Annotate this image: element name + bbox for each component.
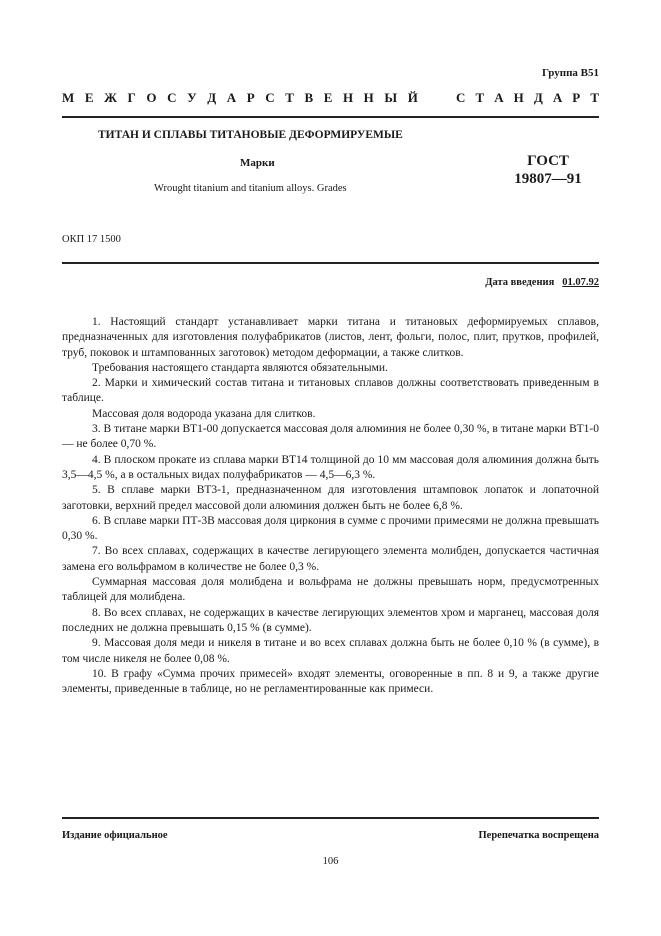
banner-word-interstate: М Е Ж Г О С У Д А Р С Т В Е Н Н Ы Й <box>62 90 418 105</box>
group-code: Группа В51 <box>541 67 599 79</box>
header-divider <box>62 116 599 118</box>
paragraph: 2. Марки и химический состав титана и титановых сплавов должны соответствовать приведенным в таблице. <box>62 377 599 405</box>
page-number: 106 <box>322 856 339 867</box>
document-body <box>62 315 599 697</box>
gost-number: 19807—91 <box>514 171 582 187</box>
gost-designation <box>505 152 591 188</box>
paragraph: Массовая доля водорода указана для слитков. <box>92 407 316 420</box>
reprint-prohibited-note: Перепечатка воспрещена <box>478 830 599 841</box>
paragraph: 3. В титане марки ВТ1-00 допускается массовая доля алюминия не более 0,30 %, в титане марки ВТ1-0 — не более 0,70 %. <box>62 423 599 451</box>
effective-date <box>485 277 599 288</box>
paragraph: 1. Настоящий стандарт устанавливает марки титана и титановых деформируемых сплавов, предназначенных для изготовления полуфабрикатов (листов, лент, фольги, полос, плит, прутков, профилей, труб, поковок и штампованных заготовок) методом деформации, а также слитков. <box>62 316 599 359</box>
paragraph: 4. В плоском прокате из сплава марки ВТ14 толщиной до 10 мм массовая доля алюминия должна быть 3,5—4,5 %, а в остальных видах полуфабрикатов — 4,5—6,3 %. <box>62 453 599 481</box>
paragraph: 9. Массовая доля меди и никеля в титане и во всех сплавах должна быть не более 0,10 % (в сумме), в том числе никеля не более 0,08 %. <box>62 637 599 665</box>
standard-banner <box>62 90 599 106</box>
paragraph: Требования настоящего стандарта являются обязательными. <box>92 361 388 374</box>
paragraph: 10. В графу «Сумма прочих примесей» входят элементы, оговоренные в пп. 8 и 9, а также другие элементы, приведенные в таблице, но не регламентированные как примеси. <box>62 667 599 696</box>
gost-label: ГОСТ <box>527 153 569 169</box>
okp-code: ОКП 17 1500 <box>62 234 121 245</box>
banner-word-standard: С Т А Н Д А Р Т <box>456 90 599 105</box>
english-title: Wrought titanium and titanium alloys. Grades <box>154 183 347 194</box>
paragraph: 8. Во всех сплавах, не содержащих в качестве легирующих элементов хром и марганец, массовая доля последних не должна превышать 0,15 % (в сумме). <box>62 606 599 634</box>
official-edition-note: Издание официальное <box>62 830 168 841</box>
document-title: ТИТАН И СПЛАВЫ ТИТАНОВЫЕ ДЕФОРМИРУЕМЫЕ <box>98 129 403 141</box>
paragraph: 5. В сплаве марки ВТ3-1, предназначенном для изготовления штамповок лопаток и лопаточной заготовки, верхний предел массовой доли алюминия должен быть не более 6,8 %. <box>62 484 599 512</box>
document-subtitle: Марки <box>240 157 275 169</box>
effective-date-label: Дата введения <box>485 277 555 288</box>
okp-divider <box>62 262 599 264</box>
paragraph: Суммарная массовая доля молибдена и вольфрама не должны превышать норм, предусмотренных таблицей для молибдена. <box>62 576 599 604</box>
paragraph: 7. Во всех сплавах, содержащих в качестве легирующего элемента молибден, допускается частичная замена его вольфрамом в количестве не более 0,3 %. <box>62 545 599 573</box>
paragraph: 6. В сплаве марки ПТ-3В массовая доля циркония в сумме с прочими примесями не должна превышать 0,30 %. <box>62 514 599 543</box>
effective-date-value: 01.07.92 <box>562 277 599 288</box>
footer-divider <box>62 817 599 819</box>
